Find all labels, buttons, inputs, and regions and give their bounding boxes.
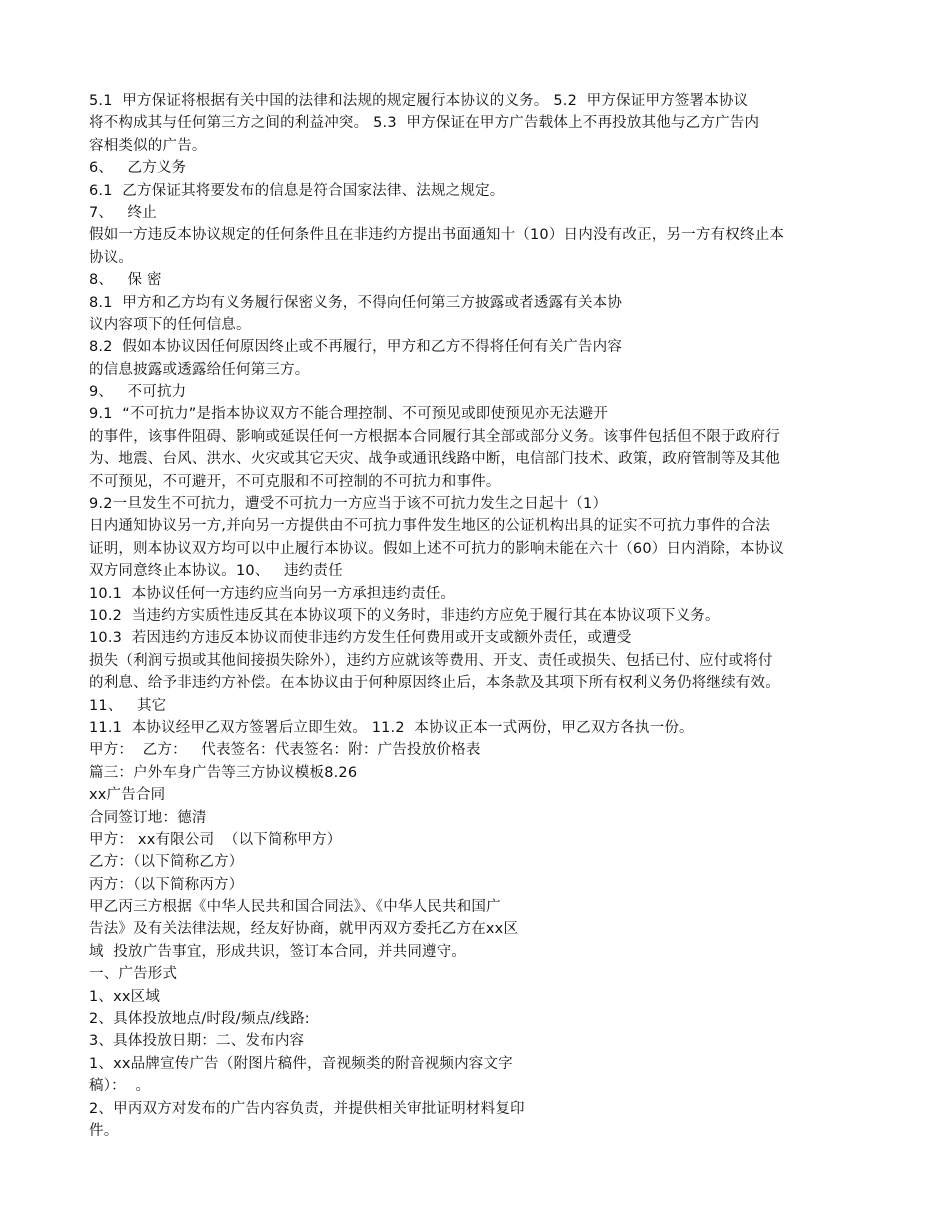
text-line: 1、xx品牌宣传广告（附图片稿件，音视频类的附音视频内容文字 [89,1055,513,1072]
contract-title: xx广告合同 [89,787,166,804]
text-line: 告法》及有关法律法规，经友好协商，就甲丙双方委托乙方在xx区 [89,921,519,938]
text-line: 8.2 假如本协议因任何原因终止或不再履行，甲方和乙方不得将任何有关广告内容 [89,339,623,356]
text-line: 证明，则本协议双方均可以中止履行本协议。假如上述不可抗力的影响未能在六十（60）日内消除，本协议 [89,540,785,557]
signature-line: 甲方： 乙方： 代表签名：代表签名：附：广告投放价格表 [89,742,481,759]
text-line: 件。 [89,1122,119,1139]
text-line: 稿）： 。 [89,1078,151,1095]
text-line: 将不构成其与任何第三方之间的利益冲突。 5.3 甲方保证在甲方广告载体上不再投放其他与乙方广告内 [89,115,760,132]
text-line: 协议。 [89,249,134,266]
text-line: 2、甲丙双方对发布的广告内容负责，并提供相关审批证明材料复印 [89,1100,525,1117]
text-line: 9.2一旦发生不可抗力，遭受不可抗力一方应当于该不可抗力发生之日起十（1） [89,496,608,513]
text-line: 10.3 若因违约方违反本协议而使非违约方发生任何费用或开支或额外责任，或遭受 [89,630,632,647]
text-line: 甲乙丙三方根据《中华人民共和国合同法》、《中华人民共和国广 [89,899,501,916]
text-line: 10.1 本协议任何一方违约应当向另一方承担违约责任。 [89,585,456,602]
text-line: 合同签订地：德清 [89,809,207,826]
text-line: 议内容项下的任何信息。 [89,316,251,333]
text-line: 假如一方违反本协议规定的任何条件且在非违约方提出书面通知十（10）日内没有改正，另一方有权终止本 [89,227,785,244]
text-line: 不可预见，不可避开，不可克服和不可控制的不可抗力和事件。 [89,473,501,490]
text-line: 的信息披露或透露给任何第三方。 [89,361,310,378]
text-line: 10.2 当违约方实质性违反其在本协议项下的义务时，非违约方应免于履行其在本协议项下义务。 [89,607,720,624]
party-line: 乙方：（以下简称乙方） [89,854,244,871]
text-line: 的利息、给予非违约方补偿。在本协议由于何种原因终止后，本条款及其项下所有权利义务仍将继续有效。 [89,675,780,692]
section-heading: 8、 保 密 [89,272,162,289]
text-line: 容相类似的广告。 [89,137,207,154]
text-line: 6.1 乙方保证其将要发布的信息是符合国家法律、法规之规定。 [89,182,505,199]
text-line: 日内通知协议另一方,并向另一方提供由不可抗力事件发生地区的公证机构出具的证实不可抗力事件的合法 [89,518,771,535]
text-line: 1、xx区域 [89,988,161,1005]
section-heading: 6、 乙方义务 [89,160,187,177]
section-heading: 11、 其它 [89,697,167,714]
document-body [89,90,864,1142]
text-line: 5.1 甲方保证将根据有关中国的法律和法规的规定履行本协议的义务。 5.2 甲方保证甲方签署本协议 [89,93,749,109]
party-line: 甲方： xx有限公司 （以下简称甲方） [89,831,342,848]
chapter-title: 篇三：户外车身广告等三方协议模板8.26 [89,764,358,781]
section-heading: 7、 终止 [89,204,157,221]
text-line: 8.1 甲方和乙方均有义务履行保密义务，不得向任何第三方披露或者透露有关本协 [89,294,623,311]
text-line: 域 投放广告事宜，形成共识，签订本合同，并共同遵守。 [89,943,467,960]
section-heading: 9、 不可抗力 [89,384,187,401]
text-line: 11.1 本协议经甲乙双方签署后立即生效。 11.2 本协议正本一式两份，甲乙双方各执一份。 [89,719,694,736]
party-line: 丙方：（以下简称丙方） [89,876,244,893]
text-line: 2、具体投放地点/时段/频点/线路: [89,1011,310,1028]
text-line: 双方同意终止本协议。10、 违约责任 [89,563,343,580]
text-line: 3、具体投放日期：二、发布内容 [89,1033,305,1050]
text-line: 为、地震、台风、洪水、火灾或其它天灾、战争或通讯线路中断，电信部门技术、政策，政府管制等及其他 [89,451,780,468]
section-heading: 一、广告形式 [89,966,178,983]
text-line: 损失（利润亏损或其他间接损失除外），违约方应就该等费用、开支、责任或损失、包括已付、应付或将付 [89,652,773,669]
text-line: 的事件，该事件阻碍、影响或延误任何一方根据本合同履行其全部或部分义务。该事件包括但不限于政府行 [89,428,780,445]
text-line: 9.1 “不可抗力”是指本协议双方不能合理控制、不可预见或即使预见亦无法避开 [89,406,609,423]
